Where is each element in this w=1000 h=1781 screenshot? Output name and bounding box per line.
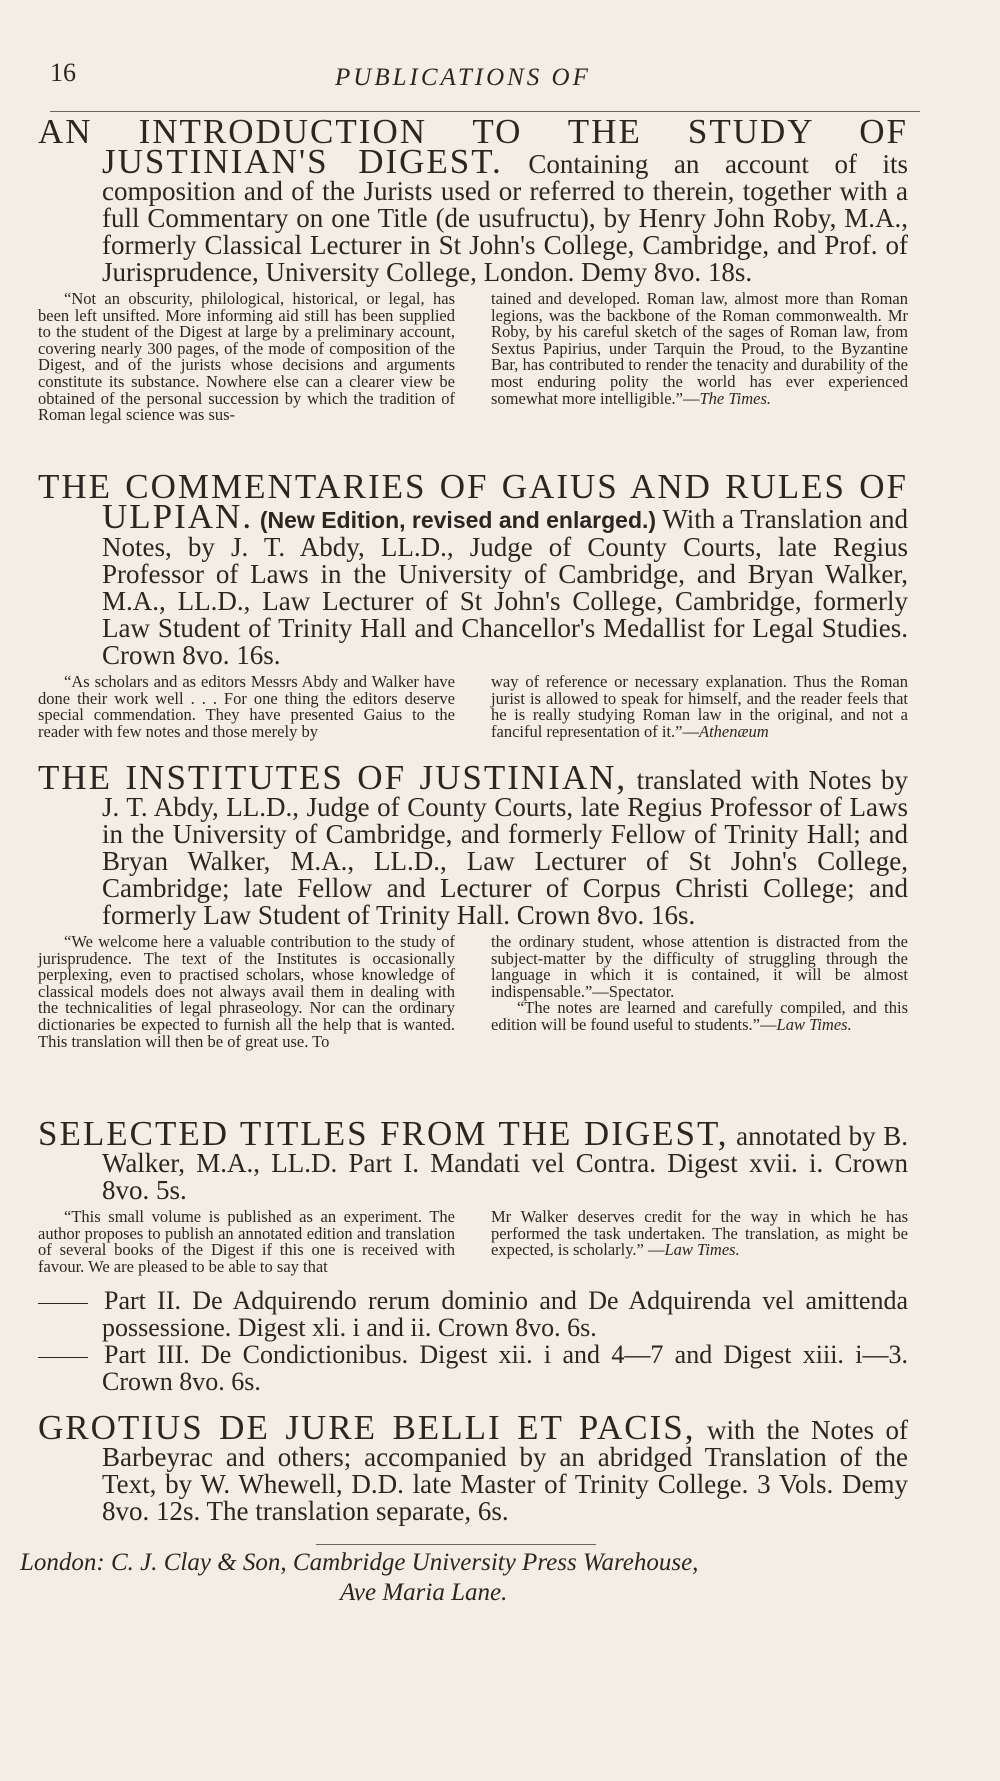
entry-description: Containing an account of its composition and of the Jurists used or referred to therein, together with a full Commentary on one Title (de usufructu), by Henry John Roby, M.A., formerly Classical Lecturer in St John's College, Cambridge, and Prof. of Jurisprudence, University College, London. Demy 8vo. 18s.: [102, 149, 909, 287]
entry-description: annotated by B. Walker, M.A., LL.D. Part I. Mandati vel Contra. Digest xvii. i. Crown 8vo. 5s.: [102, 1121, 908, 1205]
page-number: 16: [50, 58, 76, 87]
quote-right: tained and developed. Roman law, almost more than Roman legions, was the backbone of the Roman commonwealth. Mr Roby, by his careful sketch of the sages of Roman law, from Sextus Papirius, under Tarquin the Proud, to the Byzantine Bar, has contributed to render the tenacity and durability of the most enduring polity the world has ever experienced somewhat more intelligible.”—: [491, 289, 908, 408]
quote-source: Athenæum: [699, 721, 769, 741]
quote-right: way of reference or necessary explanation. Thus the Roman jurist is allowed to speak for himself, and the reader feels that he is really studying Roman law in the original, and not a fanciful representation of it.”—: [491, 672, 908, 741]
quote-right-col: [491, 934, 908, 1050]
entry-description: With a Translation and Notes, by J. T. Abdy, LL.D., Judge of County Courts, late Regius Professor of Laws in the University of Cambridge, and Bryan Walker, M.A., LL.D., Law Lecturer of St John's College, Cambridge, formerly Law Student of Trinity Hall and Chancellor's Medallist for Legal Studies. Crown 8vo. 16s.: [102, 504, 908, 670]
part-three: [38, 1341, 908, 1395]
entry-description: translated with Notes by J. T. Abdy, LL.D., Judge of County Courts, late Regius Professor of Laws in the University of Cambridge, and formerly Fellow of Trinity Hall; and Bryan Walker, M.A., LL.D., Law Lecturer of St John's College, Cambridge; late Fellow and Lecturer of Corpus Christi College; and formerly Law Student of Trinity Hall. Crown 8vo. 16s.: [102, 765, 909, 930]
imprint-line-1: London: C. J. Clay & Son, Cambridge University Press Warehouse,: [20, 1549, 699, 1576]
quote-right: Mr Walker deserves credit for the way in which he has performed the task undertaken. The translation, as might be expected, is scholarly.” —: [491, 1207, 908, 1260]
quote-source: Law Times.: [776, 1014, 852, 1034]
part-two-text: Part II. De Adquirendo rerum dominio and De Adquirenda vel amittenda possessione. Digest xli. i and ii. Crown 8vo. 6s.: [102, 1286, 908, 1343]
quote-right-2: “The notes are learned and carefully compiled, and this edition will be found useful to students.”—: [491, 998, 908, 1034]
review-quote: [38, 674, 908, 740]
entry-selected-titles: [38, 1114, 908, 1397]
ditto-dash: [38, 1357, 88, 1358]
running-title: PUBLICATIONS OF: [335, 64, 591, 91]
entry-gaius-ulpian: [38, 467, 908, 741]
entry-description: with the Notes of Barbeyrac and others; accompanied by an abridged Translation of the Text, by W. Whewell, D.D. late Master of Trinity College. 3 Vols. Demy 8vo. 12s. The translation separate, 6s.: [102, 1415, 908, 1526]
entry-grotius: [38, 1408, 908, 1526]
quote-left: “We welcome here a valuable contribution to the study of jurisprudence. The text of the Institutes is occasionally perplexing, even to practised scholars, whose knowledge of classical models does not always avail them in dealing with the technicalities of legal phraseology. Nor can the ordinary dictionaries be expected to furnish all the help that is wanted. This translation will then be of great use. To: [38, 932, 455, 1051]
quote-left: “This small volume is published as an experiment. The author proposes to publish an annotated edition and translation of several books of the Digest if this one is received with favour. We are pleased to be able to say that: [38, 1207, 455, 1276]
entry-title: THE INSTITUTES OF JUSTINIAN,: [38, 758, 628, 797]
review-quote: [38, 1209, 908, 1275]
edition-note: (New Edition, revised and enlarged.): [259, 507, 657, 533]
quote-right-col: [491, 291, 908, 424]
imprint-rule: [316, 1544, 596, 1545]
entry-title: GROTIUS DE JURE BELLI ET PACIS,: [38, 1408, 696, 1447]
entry-title: SELECTED TITLES FROM THE DIGEST,: [38, 1114, 729, 1153]
quote-right: the ordinary student, whose attention is distracted from the subject-matter by the difficulty of struggling through the language in which it is contained, it will be almost indispensable.”—Spectator.: [491, 932, 908, 1001]
quote-source: Law Times.: [664, 1240, 740, 1260]
entry-institutes: [38, 758, 909, 1051]
quote-right-col: [491, 674, 908, 740]
entry-title: THE COMMENTARIES OF GAIUS AND RULES OF ULPIAN.: [38, 467, 908, 536]
imprint-line-2: Ave Maria Lane.: [340, 1579, 508, 1606]
part-two: [38, 1287, 908, 1341]
part-three-text: Part III. De Condictionibus. Digest xii. i and 4—7 and Digest xiii. i—3. Crown 8vo. 6s.: [102, 1340, 908, 1397]
ditto-dash: [38, 1303, 88, 1304]
review-quote: [38, 291, 908, 424]
entry-heading: [38, 112, 909, 287]
entry-heading: [38, 758, 909, 930]
quote-source: The Times.: [699, 388, 772, 408]
running-header: [50, 58, 920, 112]
review-quote: [38, 934, 908, 1050]
entry-title: AN INTRODUCTION TO THE STUDY OF JUSTINIAN'S DIGEST.: [38, 112, 908, 181]
quote-left: “Not an obscurity, philological, historical, or legal, has been left unsifted. More informing aid still has been supplied to the student of the Digest at large by a preliminary account, covering nearly 300 pages, of the mode of composition of the Digest, and of the jurists whose decisions and arguments constitute its substance. Nowhere else can a clearer view be obtained of the personal succession by which the tradition of Roman legal science was sus-: [38, 289, 455, 425]
publisher-imprint: [20, 1548, 900, 1608]
entry-heading: [38, 1114, 908, 1205]
entry-heading: [38, 1408, 908, 1526]
entry-justinian-digest: [38, 112, 909, 425]
quote-left: “As scholars and as editors Messrs Abdy and Walker have done their work well . . . For one thing the editors deserve special commendation. They have presented Gaius to the reader with few notes and those merely by: [38, 672, 455, 741]
entry-heading: [38, 467, 908, 670]
quote-right-col: [491, 1209, 908, 1275]
